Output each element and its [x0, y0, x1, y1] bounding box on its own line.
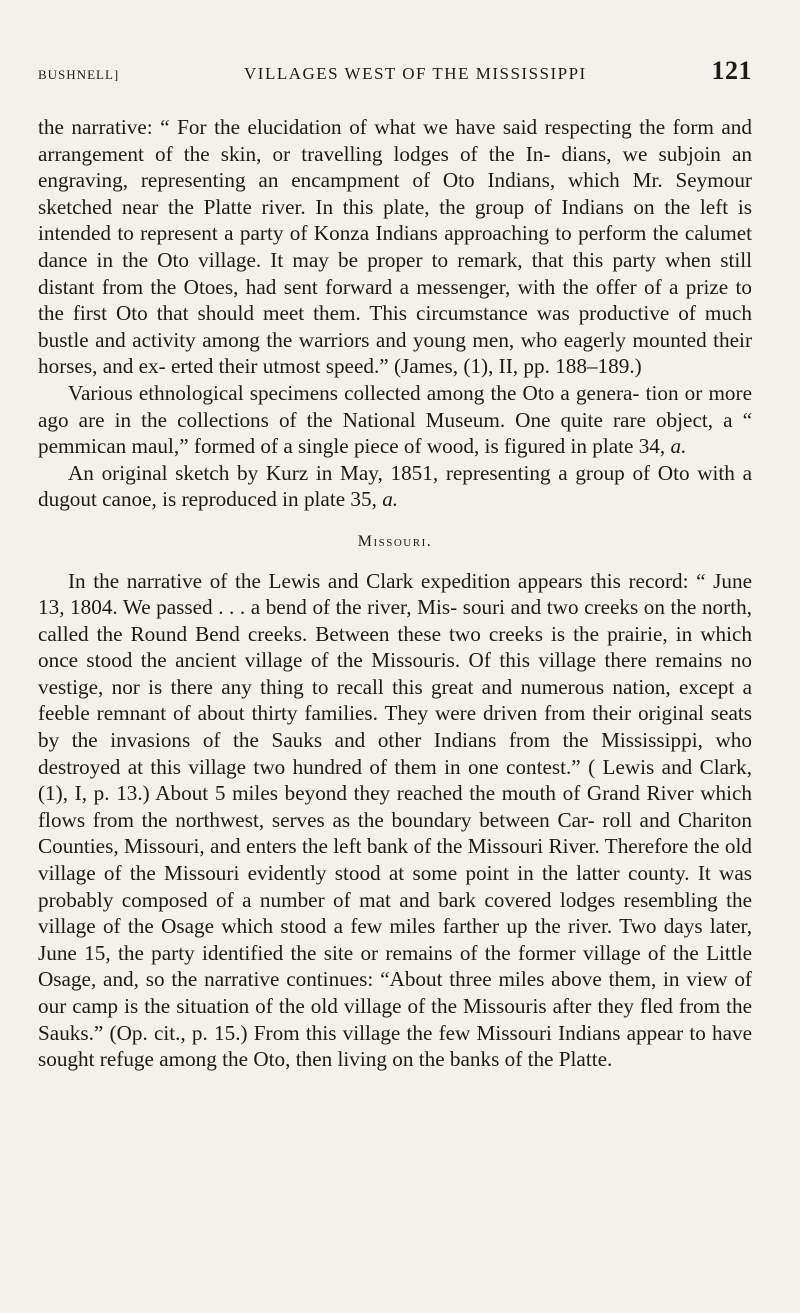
- paragraph-kurz-sketch: [38, 460, 752, 513]
- section-heading-missouri: Missouri.: [357, 532, 433, 550]
- running-head-title: VILLAGES WEST OF THE MISSISSIPPI: [244, 64, 587, 83]
- plate-reference: a.: [382, 487, 399, 512]
- paragraph-narrative-quote: the narrative: “ For the elucidation of what we have said respecting the form and arrangement of the skin, or travelling lodges of the In- dians, we subjoin an engraving, representing an encampment of Oto Indians, which Mr. Seymour sketched near the Platte river. In this plate, the group of Indians on the left is intended to represent a party of Konza Indians approaching to perform the calumet dance in the Oto village. It may be proper to remark, that this party when still distant from the Otoes, had sent forward a messenger, with the offer of a prize to the first Oto that should meet them. This circumstance was productive of much bustle and activity among the warriors and young men, who eagerly mounted their horses, and ex- erted their utmost speed.” (James, (1), II, pp. 188–189.): [38, 115, 752, 379]
- paragraph-text: An original sketch by Kurz in May, 1851, representing a group of Oto with a dugout canoe, is reproduced in plate 35,: [38, 460, 752, 512]
- running-head: [38, 56, 752, 96]
- page-number: 121: [711, 56, 752, 85]
- paragraph-ethnological-specimens: [38, 380, 752, 460]
- paragraph-text: Various ethnological specimens collected among the Oto a genera- tion or more ago are in the collections of the National Museum. One quite rare object, a “ pemmican maul,” formed of a single piece of wood, is figured in plate 34,: [38, 380, 752, 459]
- running-head-author: BUSHNELL]: [38, 67, 120, 82]
- plate-reference: a.: [670, 434, 687, 459]
- body-text: [38, 114, 752, 1073]
- paragraph-lewis-and-clark: In the narrative of the Lewis and Clark expedition appears this record: “ June 13, 1804. We passed . . . a bend of the river, Mis- souri and two creeks on the north, called the Round Bend creeks. Between these two creeks is the prairie, in which once stood the ancient village of the Missouris. Of this village there remains no vestige, nor is there any thing to recall this great and numerous nation, except a feeble remnant of about thirty families. They were driven from their original seats by the invasions of the Sauks and other Indians from the Mississippi, who destroyed at this village two hundred of them in one contest.” ( Lewis and Clark, (1), I, p. 13.) About 5 miles beyond they reached the mouth of Grand River which flows from the northwest, serves as the boundary between Car- roll and Chariton Counties, Missouri, and enters the left bank of the Missouri River. Therefore the old village of the Missouri evidently stood at some point in the latter county. It was probably composed of a number of mat and bark covered lodges resembling the village of the Osage which stood a few miles farther up the river. Two days later, June 15, the party identified the site or remains of the former village of the Little Osage, and, so the narrative continues: “About three miles above them, in view of our camp is the situation of the old village of the Missouris after they fled from the Sauks.” (Op. cit., p. 15.) From this village the few Missouri Indians appear to have sought refuge among the Oto, then living on the banks of the Platte.: [38, 568, 752, 1072]
